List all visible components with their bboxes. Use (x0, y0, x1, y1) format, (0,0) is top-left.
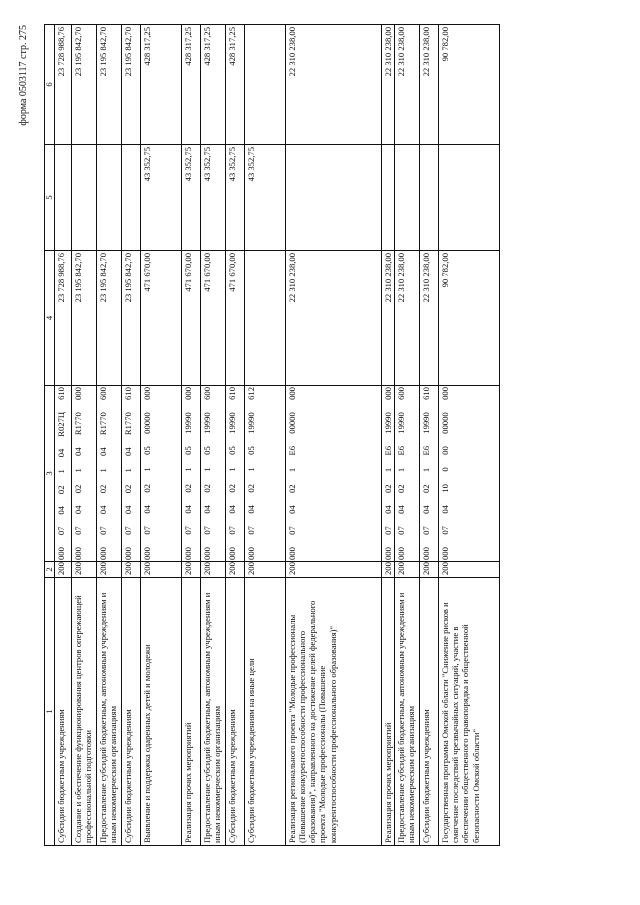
code-part: 000 (73, 387, 83, 400)
row-classification-code (72, 386, 97, 562)
table-row (97, 25, 122, 846)
code-part: 19990 (383, 412, 393, 434)
code-part: 07 (287, 526, 297, 535)
code-part: 07 (123, 526, 133, 535)
row-amount-c4: 22 310 238,00 (420, 251, 439, 386)
row-amount-c5 (122, 145, 141, 251)
code-part: 000 (183, 387, 193, 400)
code-part: 610 (56, 387, 66, 400)
code-part: 600 (98, 387, 108, 400)
code-part: 07 (202, 526, 212, 535)
table-row (201, 25, 226, 846)
code-part: Е6 (287, 446, 297, 456)
row-classification-code (122, 386, 141, 562)
code-part: 610 (227, 387, 237, 400)
row-name: Государственная программа Омской области "Снижение рисков и смягчение последствий чрезвычайных ситуаций, участие в обеспечении общественного правопорядка и общественной безопасности Омской области" (439, 578, 500, 846)
code-part: 00000 (440, 412, 451, 434)
row-line-code: 200 (286, 562, 382, 578)
code-part: 04 (98, 447, 108, 456)
code-part: 1 (421, 467, 432, 473)
code-part: 02 (98, 484, 108, 494)
code-part: R1770 (98, 412, 108, 436)
row-amount-c6: 90 782,00 (439, 25, 500, 145)
code-part: 1 (73, 468, 83, 473)
code-part: 07 (227, 526, 237, 535)
code-part: 000 (183, 547, 193, 560)
code-part: 02 (421, 484, 432, 494)
row-line-code: 200 (420, 562, 439, 578)
column-header: 1 (45, 578, 55, 846)
row-amount-c4: 23 728 988,76 (55, 251, 72, 386)
row-amount-c6: 428 317,25 (141, 25, 182, 145)
code-part: 00 (440, 446, 451, 455)
row-classification-code (201, 386, 226, 562)
code-part: 000 (421, 547, 432, 560)
code-part: 04 (56, 448, 66, 458)
row-amount-c5: 43 352,75 (245, 145, 286, 251)
code-part: R1770 (123, 412, 133, 436)
table-row (182, 25, 201, 846)
code-part: 07 (56, 526, 66, 536)
table-row (439, 25, 500, 846)
column-header-row (45, 25, 55, 846)
row-amount-c6: 22 310 238,00 (286, 25, 382, 145)
row-amount-c6: 23 195 842,70 (72, 25, 97, 145)
table-row (226, 25, 245, 846)
row-amount-c5: 43 352,75 (182, 145, 201, 251)
row-amount-c4: 23 195 842,70 (122, 251, 141, 386)
row-amount-c4: 22 310 238,00 (382, 251, 395, 386)
row-name: Реализация регионального проекта "Молодые профессионалы (Повышение конкурентоспособности профессионального образования)", направленного на достижение целей федерального проекта "Молодые профессионалы (Повышение конкурентоспособности профессионального образования)" (286, 578, 382, 846)
code-part: 0 (440, 467, 451, 472)
form-header: форма 0503117 стр. 275 (18, 25, 29, 126)
row-classification-code (439, 386, 500, 562)
code-part: 02 (123, 484, 133, 494)
code-part: R1770 (73, 412, 83, 436)
code-part: 000 (440, 547, 451, 560)
code-part: 04 (56, 506, 66, 515)
code-part: 07 (246, 526, 256, 535)
row-amount-c5: 43 352,75 (201, 145, 226, 251)
code-part: 05 (142, 446, 152, 455)
table-row (286, 25, 382, 846)
code-part: 000 (142, 547, 152, 560)
code-part: 1 (183, 467, 193, 472)
code-part: 000 (123, 547, 133, 560)
row-line-code: 200 (245, 562, 286, 578)
row-line-code: 200 (182, 562, 201, 578)
code-part: 19990 (421, 412, 432, 434)
row-classification-code (395, 386, 420, 562)
row-line-code: 200 (72, 562, 97, 578)
code-part: 02 (202, 484, 212, 493)
code-part: 04 (202, 505, 212, 514)
row-amount-c4: 471 670,00 (201, 251, 226, 386)
row-classification-code (420, 386, 439, 562)
column-header: 4 (45, 251, 55, 386)
code-part: 07 (440, 526, 451, 535)
code-part: 05 (227, 446, 237, 455)
code-part: 02 (227, 484, 237, 493)
row-amount-c5 (55, 145, 72, 251)
budget-table (44, 24, 500, 846)
code-part: 04 (227, 505, 237, 514)
row-amount-c4: 471 670,00 (226, 251, 245, 386)
code-part: 04 (246, 505, 256, 514)
code-part: 610 (421, 387, 432, 400)
row-name: Субсидии бюджетным учреждениям (122, 578, 141, 846)
code-part: 10 (440, 484, 451, 493)
code-part: 610 (123, 387, 133, 400)
code-part: 04 (183, 505, 193, 514)
code-part: 02 (183, 484, 193, 493)
code-part: 1 (56, 469, 66, 474)
row-amount-c6: 23 728 988,76 (55, 25, 72, 145)
code-part: 000 (56, 547, 66, 560)
code-part: 00000 (287, 412, 297, 434)
row-line-code: 200 (201, 562, 226, 578)
code-part: 19990 (183, 412, 193, 434)
column-header: 2 (45, 562, 55, 578)
row-amount-c4: 22 310 238,00 (395, 251, 420, 386)
code-part: 02 (383, 484, 393, 494)
row-classification-code (97, 386, 122, 562)
code-part: 000 (287, 387, 297, 400)
column-header: 6 (45, 25, 55, 145)
code-part: 04 (287, 505, 297, 514)
row-name: Реализация прочих мероприятий (382, 578, 395, 846)
code-part: 612 (246, 387, 256, 400)
table-row (55, 25, 72, 846)
code-part: 05 (246, 446, 256, 455)
code-part: 04 (440, 505, 451, 514)
row-name: Субсидии бюджетным учреждениям (55, 578, 72, 846)
row-amount-c4: 471 670,00 (141, 251, 182, 386)
row-amount-c6: 22 310 238,00 (420, 25, 439, 145)
row-name: Субсидии бюджетным учреждениям (226, 578, 245, 846)
code-part: 19990 (227, 412, 237, 434)
code-part: 04 (421, 505, 432, 514)
row-amount-c5: 43 352,75 (226, 145, 245, 251)
code-part: 000 (396, 547, 407, 560)
row-amount-c6: 428 317,25 (182, 25, 201, 145)
code-part: 07 (142, 526, 152, 535)
row-amount-c4: 23 195 842,70 (72, 251, 97, 386)
table-row (395, 25, 420, 846)
row-name: Субсидии бюджетным учреждениям (420, 578, 439, 846)
row-amount-c4 (245, 251, 286, 386)
code-part: 07 (396, 526, 407, 535)
code-part: 05 (183, 446, 193, 455)
code-part: 19990 (396, 412, 407, 434)
code-part: 000 (227, 547, 237, 560)
code-part: 07 (383, 526, 393, 535)
code-part: 04 (123, 505, 133, 515)
code-part: 19990 (202, 412, 212, 434)
row-classification-code (141, 386, 182, 562)
code-part: 02 (396, 484, 407, 494)
table-row (420, 25, 439, 846)
code-part: 000 (73, 547, 83, 560)
table-row (382, 25, 395, 846)
code-part: 04 (98, 505, 108, 515)
row-amount-c6: 428 317,25 (226, 25, 245, 145)
code-part: 1 (98, 468, 108, 473)
code-part: 1 (383, 467, 393, 473)
code-part: 02 (287, 484, 297, 494)
code-part: Е6 (396, 446, 407, 456)
row-amount-c5: 43 352,75 (141, 145, 182, 251)
code-part: 1 (246, 467, 256, 472)
row-amount-c5 (97, 145, 122, 251)
row-classification-code (382, 386, 395, 562)
row-classification-code (182, 386, 201, 562)
row-line-code: 200 (226, 562, 245, 578)
code-part: 02 (246, 484, 256, 493)
row-name: Предоставление субсидий бюджетным, автономным учреждениям и иным некоммерческим организациям (201, 578, 226, 846)
code-part: 000 (202, 547, 212, 560)
row-amount-c4: 22 310 238,00 (286, 251, 382, 386)
code-part: 19990 (246, 412, 256, 434)
code-part: 04 (142, 505, 152, 514)
row-line-code: 200 (122, 562, 141, 578)
row-line-code: 200 (97, 562, 122, 578)
row-classification-code (55, 386, 72, 562)
row-name: Предоставление субсидий бюджетным, автономным учреждениям и иным некоммерческим организациям (395, 578, 420, 846)
row-amount-c6: 428 317,25 (201, 25, 226, 145)
code-part: 1 (202, 467, 212, 472)
table-row (245, 25, 286, 846)
code-part: 07 (421, 526, 432, 535)
row-line-code: 200 (382, 562, 395, 578)
code-part: 02 (142, 484, 152, 493)
row-line-code: 200 (439, 562, 500, 578)
code-part: R027Ц (56, 411, 66, 437)
code-part: 1 (227, 467, 237, 472)
code-part: 000 (440, 387, 451, 400)
row-classification-code (286, 386, 382, 562)
code-part: 000 (383, 387, 393, 400)
code-part: 1 (142, 467, 152, 472)
code-part: 000 (246, 547, 256, 560)
row-name: Предоставление субсидий бюджетным, автономным учреждениям и иным некоммерческим организациям (97, 578, 122, 846)
code-part: 02 (56, 485, 66, 495)
row-classification-code (226, 386, 245, 562)
row-amount-c4: 23 195 842,70 (97, 251, 122, 386)
row-amount-c5 (382, 145, 395, 251)
code-part: 000 (142, 387, 152, 400)
code-part: 00000 (142, 412, 152, 434)
code-part: 07 (73, 526, 83, 535)
code-part: 000 (287, 547, 297, 560)
row-name: Реализация прочих мероприятий (182, 578, 201, 846)
code-part: 000 (98, 547, 108, 560)
code-part: 07 (183, 526, 193, 535)
row-amount-c5 (72, 145, 97, 251)
code-part: 000 (383, 547, 393, 560)
row-amount-c5 (395, 145, 420, 251)
row-amount-c4: 90 782,00 (439, 251, 500, 386)
code-part: 04 (396, 505, 407, 514)
code-part: 1 (396, 467, 407, 473)
row-amount-c6: 23 195 842,70 (122, 25, 141, 145)
row-line-code: 200 (395, 562, 420, 578)
code-part: 04 (123, 447, 133, 456)
column-header: 3 (45, 386, 55, 562)
code-part: 02 (73, 484, 83, 494)
column-header: 5 (45, 145, 55, 251)
code-part: 04 (73, 505, 83, 515)
code-part: Е6 (421, 446, 432, 456)
row-line-code: 200 (55, 562, 72, 578)
code-part: 600 (396, 387, 407, 400)
code-part: 07 (98, 526, 108, 535)
row-name: Выявление и поддержка одаренных детей и молодежи (141, 578, 182, 846)
row-name: Субсидии бюджетным учреждениям на иные цели (245, 578, 286, 846)
row-amount-c5 (420, 145, 439, 251)
code-part: 1 (123, 468, 133, 473)
code-part: Е6 (383, 446, 393, 456)
row-amount-c6: 22 310 238,00 (395, 25, 420, 145)
table-row (141, 25, 182, 846)
code-part: 05 (202, 446, 212, 455)
row-classification-code (245, 386, 286, 562)
row-amount-c6: 23 195 842,70 (97, 25, 122, 145)
code-part: 600 (202, 387, 212, 400)
row-line-code: 200 (141, 562, 182, 578)
row-amount-c6 (245, 25, 286, 145)
code-part: 04 (383, 505, 393, 514)
code-part: 1 (287, 467, 297, 473)
row-name: Создание и обеспечение функционирования центров опережающей профессиональной подготовки (72, 578, 97, 846)
table-row (122, 25, 141, 846)
row-amount-c6: 22 310 238,00 (382, 25, 395, 145)
table-row (72, 25, 97, 846)
row-amount-c5 (286, 145, 382, 251)
row-amount-c4: 471 670,00 (182, 251, 201, 386)
row-amount-c5 (439, 145, 500, 251)
code-part: 04 (73, 447, 83, 456)
